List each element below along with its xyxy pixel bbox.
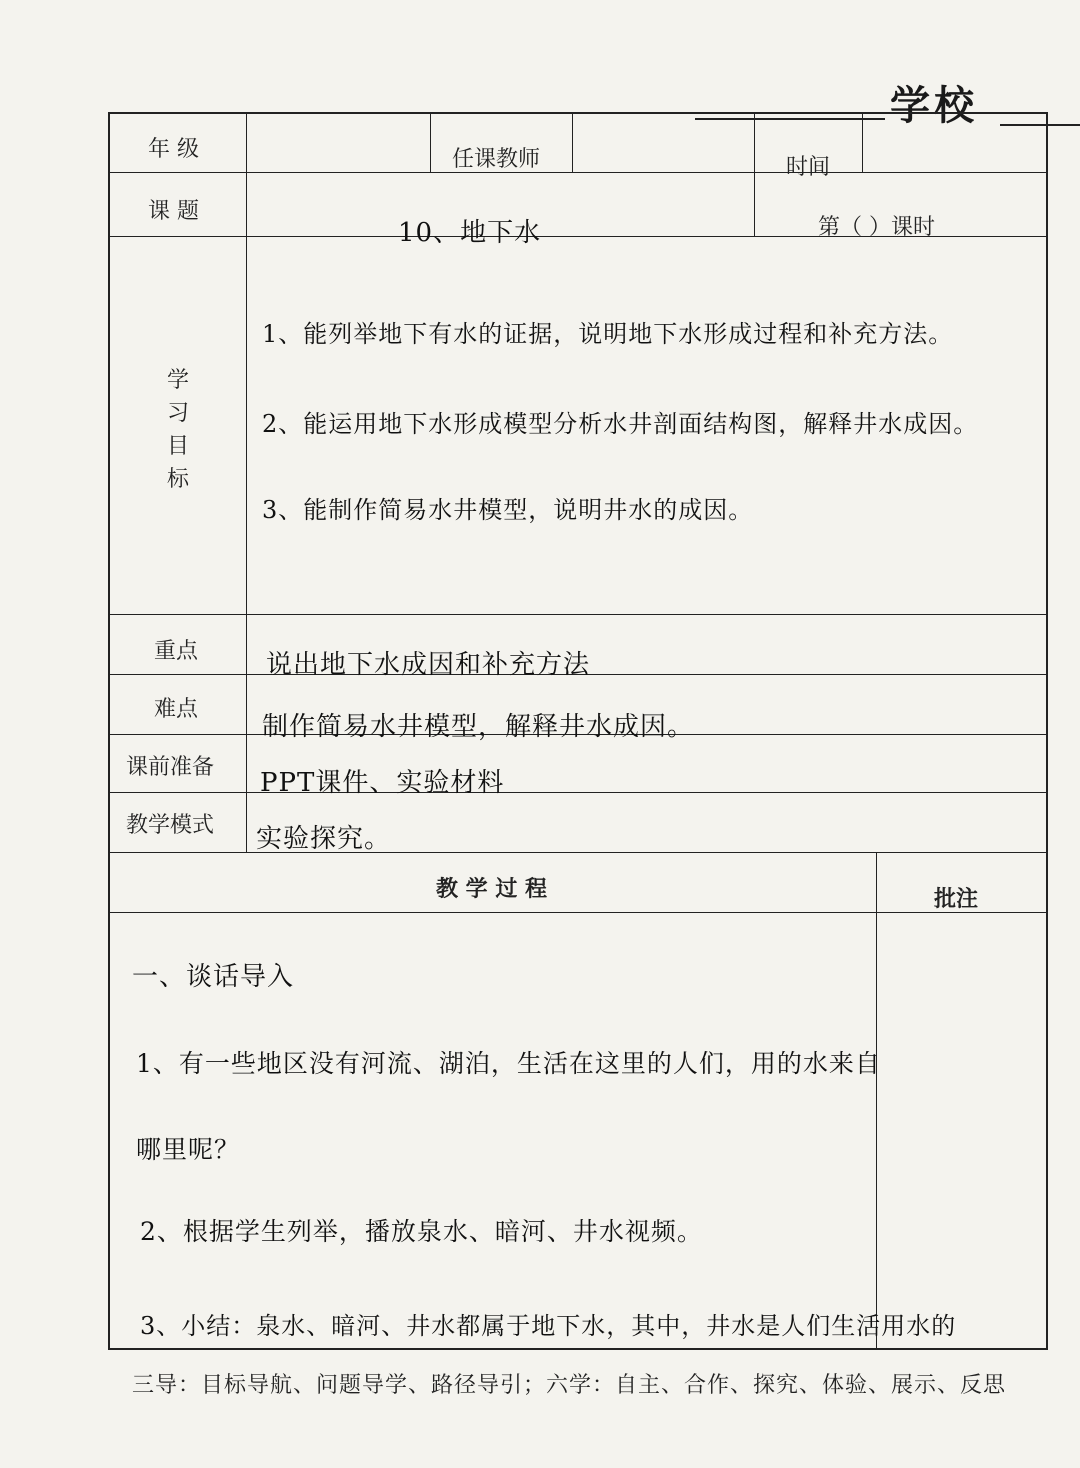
process-section-title: 一、谈话导入 [132,962,295,992]
notes-column-divider [876,852,877,1350]
difficulty-label: 难点 [154,697,199,722]
teacher-label: 任课教师 [452,147,541,172]
mode-label: 教学模式 [126,813,215,838]
lesson-plan-table [108,112,1048,1350]
row-divider [110,792,1046,793]
footer-note: 三导：目标导航、问题导学、路径导引；六学：自主、合作、探究、体验、展示、反思 [132,1373,1007,1398]
process-line: 1、有一些地区没有河流、湖泊，生活在这里的人们，用的水来自 [136,1049,881,1078]
objective-item: 3、能制作简易水井模型，说明井水的成因。 [262,496,754,524]
school-title: 学校 [890,82,978,129]
grade-label: 年 级 [148,137,199,162]
objectives-label-char: 学 [166,368,189,393]
row-divider [110,912,1046,913]
objective-item: 2、能运用地下水形成模型分析水井剖面结构图，解释井水成因。 [262,410,979,438]
row-divider [110,614,1046,615]
row-divider [110,852,1046,853]
time-label: 时间 [786,155,831,180]
process-line: 哪里呢？ [136,1135,241,1164]
key-point-label: 重点 [154,639,199,664]
column-divider [572,114,573,172]
column-divider [430,114,431,172]
preparation-value: PPT课件、实验材料 [260,768,505,798]
column-divider [862,114,863,172]
topic-value: 10、地下水 [398,218,542,248]
process-header: 教 学 过 程 [436,877,547,902]
process-line: 2、根据学生列举，播放泉水、暗河、井水视频。 [140,1217,703,1246]
notes-header: 批注 [934,887,979,912]
topic-label: 课 题 [148,199,199,224]
difficulty-value: 制作简易水井模型，解释井水成因。 [262,712,695,742]
label-column-divider [246,114,247,852]
objective-item: 1、能列举地下有水的证据，说明地下水形成过程和补充方法。 [262,320,954,348]
lesson-number-label: 第（ ）课时 [818,215,935,240]
preparation-label: 课前准备 [126,755,215,780]
objectives-label-char: 习 [166,401,189,426]
key-point-value: 说出地下水成因和补充方法 [266,650,591,680]
row-divider [110,172,1046,173]
column-divider [754,114,755,236]
objectives-label-char: 目 [166,434,189,459]
objectives-label-char: 标 [166,467,189,492]
process-line: 3、小结：泉水、暗河、井水都属于地下水，其中，井水是人们生活用水的 [140,1312,957,1340]
mode-value: 实验探究。 [256,824,392,854]
